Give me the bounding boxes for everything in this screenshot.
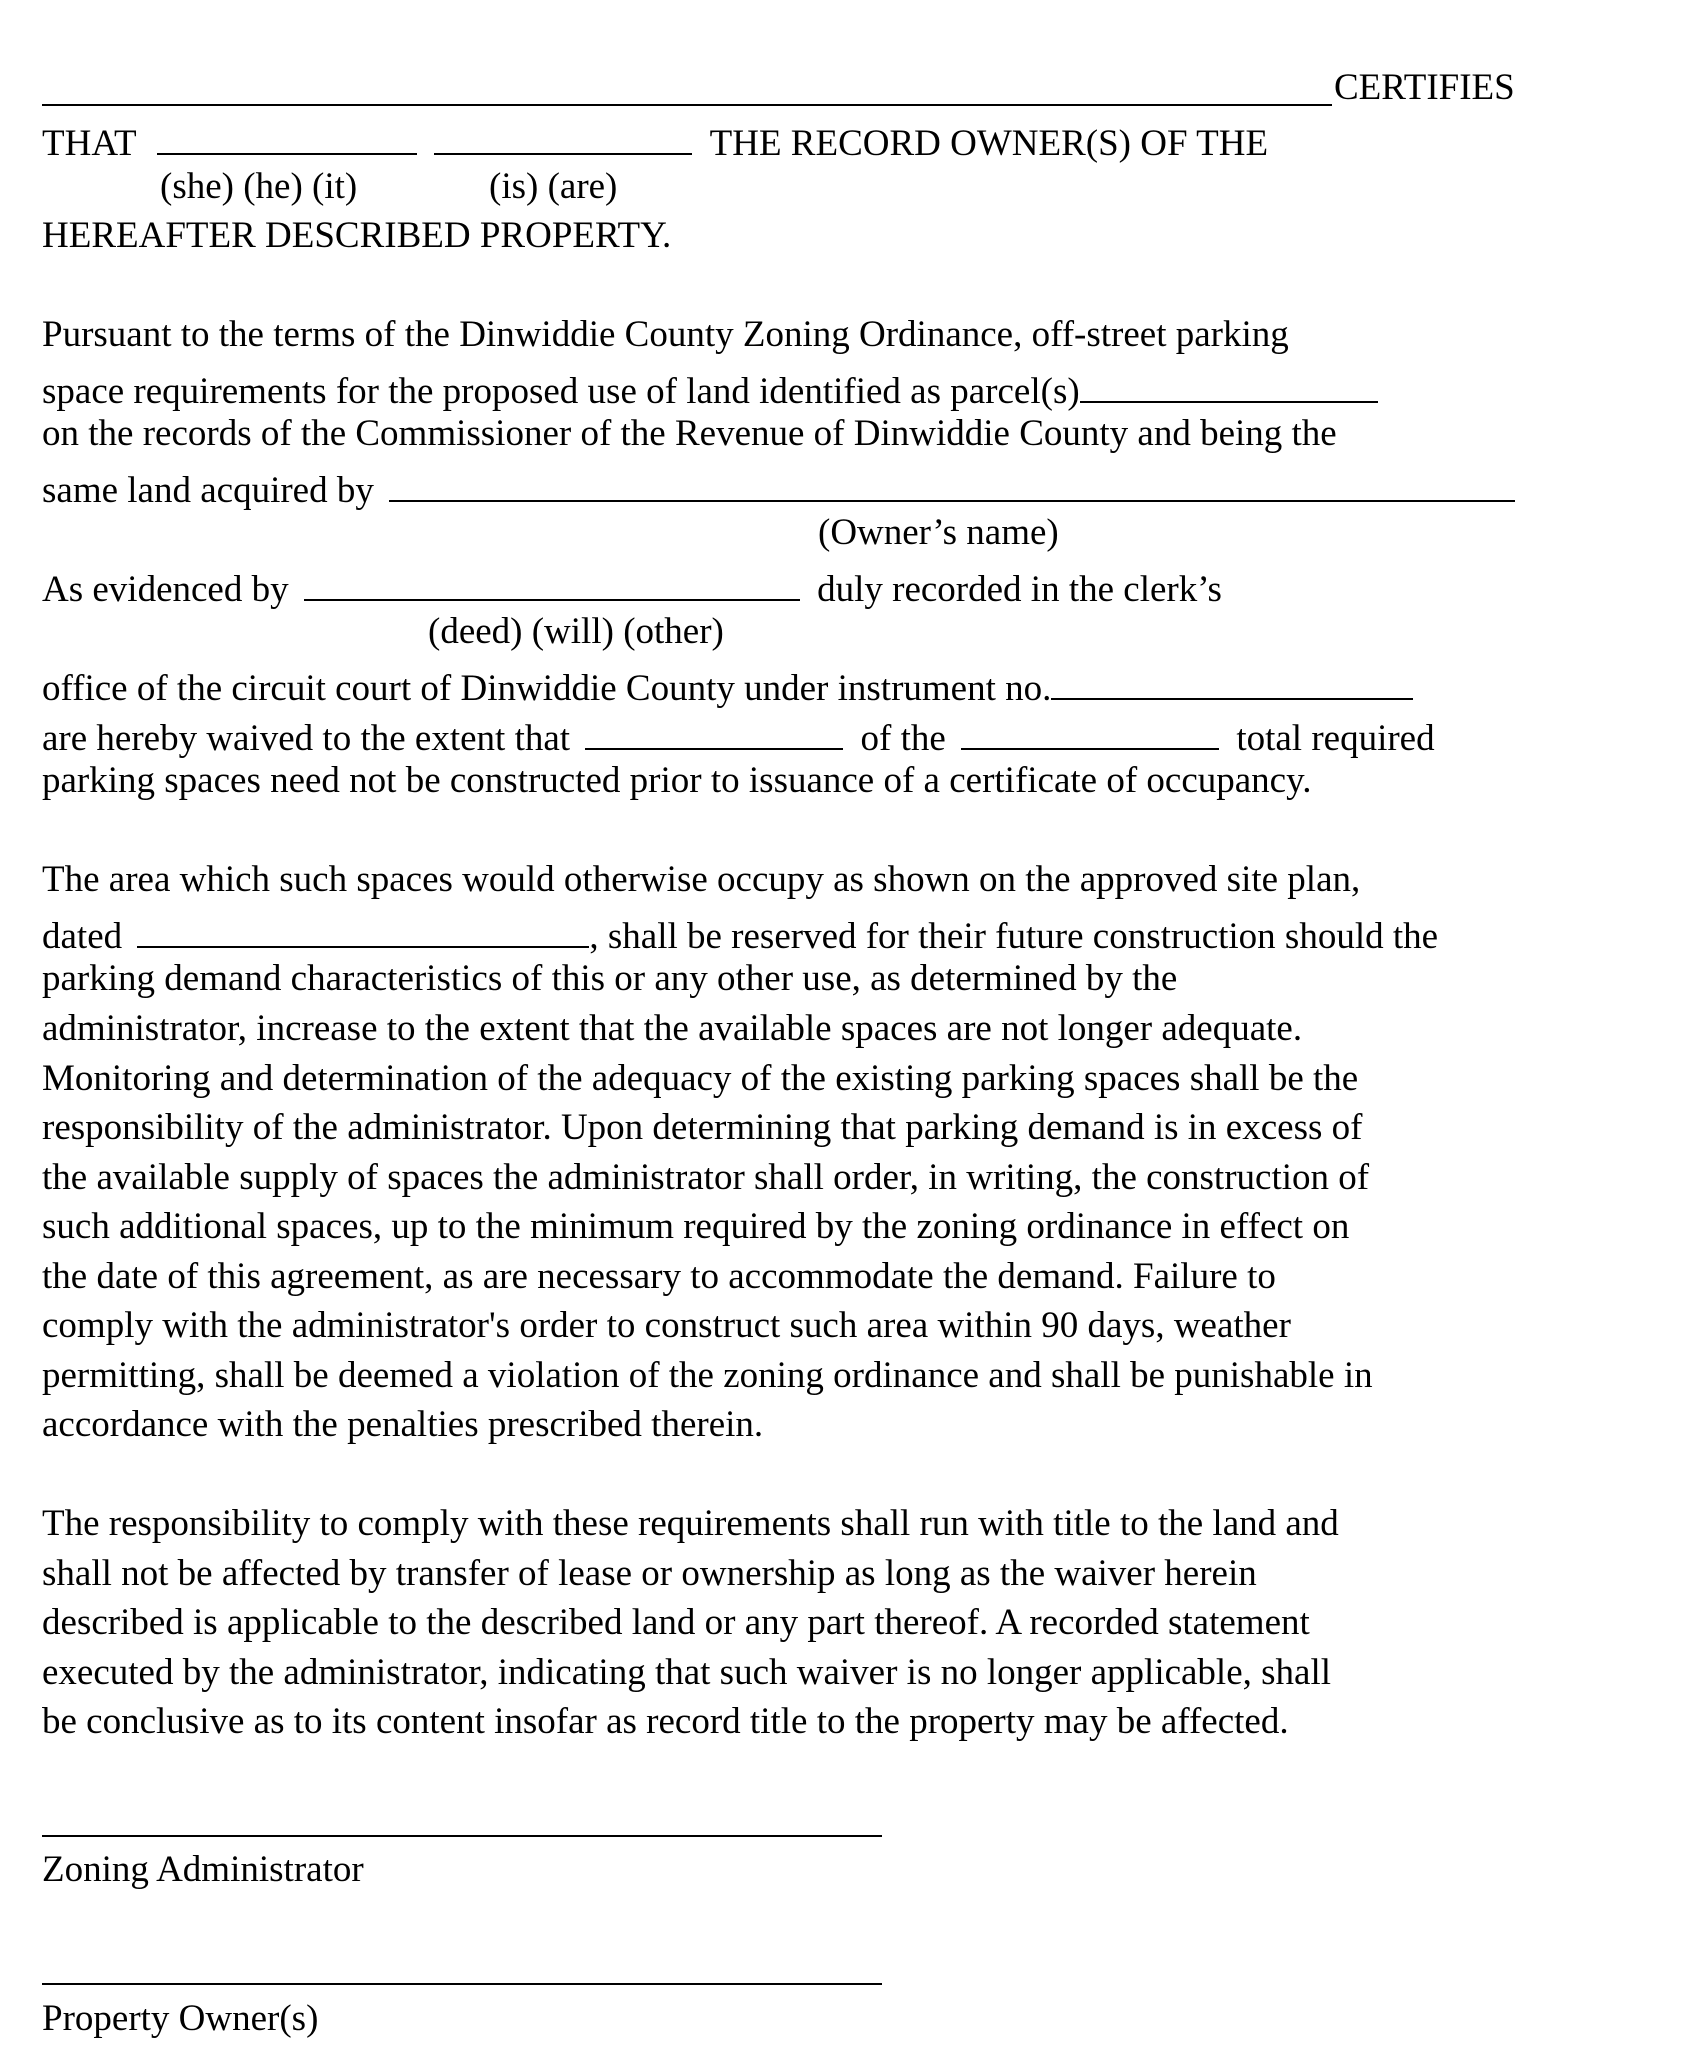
pronoun-blank[interactable] <box>157 118 417 155</box>
parcel-label: space requirements for the proposed use of land identified as parcel(s) <box>42 371 1080 413</box>
parcel-blank[interactable] <box>1080 366 1378 403</box>
of-the-label: of the <box>860 718 946 760</box>
waived-spaces-blank[interactable] <box>585 713 843 750</box>
evidenced-by-label: As evidenced by <box>42 569 289 611</box>
property-owner-signature-line[interactable] <box>42 1983 882 1985</box>
para3-line: be conclusive as to its content insofar as record title to the property may be affected. <box>42 1701 1289 1742</box>
para2-line: parking demand characteristics of this or any other use, as determined by the <box>42 958 1178 999</box>
verb-blank[interactable] <box>434 118 692 155</box>
dated-label: dated <box>42 916 123 958</box>
site-plan-date-blank[interactable] <box>137 911 589 948</box>
para2-line: Monitoring and determination of the adequacy of the existing parking spaces shall be the <box>42 1058 1359 1099</box>
certifies-label: CERTIFIES <box>1334 67 1515 108</box>
para2-line: permitting, shall be deemed a violation of the zoning ordinance and shall be punishable in <box>42 1355 1373 1396</box>
owner-name-hint: (Owner’s name) <box>818 512 1059 553</box>
pronoun-hint: (she) (he) (it) <box>160 166 358 207</box>
that-label: THAT <box>42 123 136 165</box>
para3-line: shall not be affected by transfer of lease or ownership as long as the waiver herein <box>42 1553 1257 1594</box>
para1-line6 <box>42 663 1413 710</box>
para2-line: the available supply of spaces the administrator shall order, in writing, the construction of <box>42 1157 1370 1198</box>
evidence-blank[interactable] <box>304 564 800 601</box>
para1-line1: Pursuant to the terms of the Dinwiddie County Zoning Ordinance, off-street parking <box>42 314 1289 355</box>
para1-line7 <box>42 713 1435 760</box>
para1-line2 <box>42 366 1378 413</box>
para1-line8: parking spaces need not be constructed prior to issuance of a certificate of occupancy. <box>42 760 1312 801</box>
para2-line1: The area which such spaces would otherwise occupy as shown on the approved site plan, <box>42 859 1361 900</box>
para1-line3: on the records of the Commissioner of the Revenue of Dinwiddie County and being the <box>42 413 1337 454</box>
instrument-label: office of the circuit court of Dinwiddie County under instrument no. <box>42 668 1052 710</box>
para2-line: comply with the administrator's order to construct such area within 90 days, weather <box>42 1305 1291 1346</box>
para3-line: The responsibility to comply with these requirements shall run with title to the land and <box>42 1503 1339 1544</box>
para3-line: described is applicable to the described land or any part thereof. A recorded statement <box>42 1602 1310 1643</box>
property-owner-label: Property Owner(s) <box>42 1998 319 2039</box>
that-line <box>42 118 1269 165</box>
zoning-admin-label: Zoning Administrator <box>42 1849 364 1890</box>
reserved-label: , shall be reserved for their future construction should the <box>589 916 1439 958</box>
zoning-admin-signature-line[interactable] <box>42 1835 882 1837</box>
total-required-label: total required <box>1236 718 1435 760</box>
certifier-name-blank[interactable] <box>42 104 1332 106</box>
para2-line: accordance with the penalties prescribed therein. <box>42 1404 764 1445</box>
para2-line2 <box>42 911 1439 958</box>
record-owner-label: THE RECORD OWNER(S) OF THE <box>709 123 1269 165</box>
acquired-by-label: same land acquired by <box>42 470 374 512</box>
para1-line4 <box>42 465 1515 512</box>
total-spaces-blank[interactable] <box>961 713 1219 750</box>
verb-hint: (is) (are) <box>489 166 618 207</box>
para2-line: the date of this agreement, as are necessary to accommodate the demand. Failure to <box>42 1256 1276 1297</box>
para1-line5 <box>42 564 1222 611</box>
waived-label: are hereby waived to the extent that <box>42 718 571 760</box>
instrument-no-blank[interactable] <box>1051 663 1413 700</box>
deed-hint: (deed) (will) (other) <box>428 611 724 652</box>
recorded-label: duly recorded in the clerk’s <box>817 569 1222 611</box>
para2-line: such additional spaces, up to the minimum required by the zoning ordinance in effect on <box>42 1206 1350 1247</box>
owner-name-blank[interactable] <box>389 465 1515 502</box>
hereafter-label: HEREAFTER DESCRIBED PROPERTY. <box>42 215 672 256</box>
para2-line: administrator, increase to the extent that the available spaces are not longer adequate. <box>42 1008 1303 1049</box>
para2-line: responsibility of the administrator. Upon determining that parking demand is in excess of <box>42 1107 1363 1148</box>
para3-line: executed by the administrator, indicating that such waiver is no longer applicable, shall <box>42 1652 1332 1693</box>
